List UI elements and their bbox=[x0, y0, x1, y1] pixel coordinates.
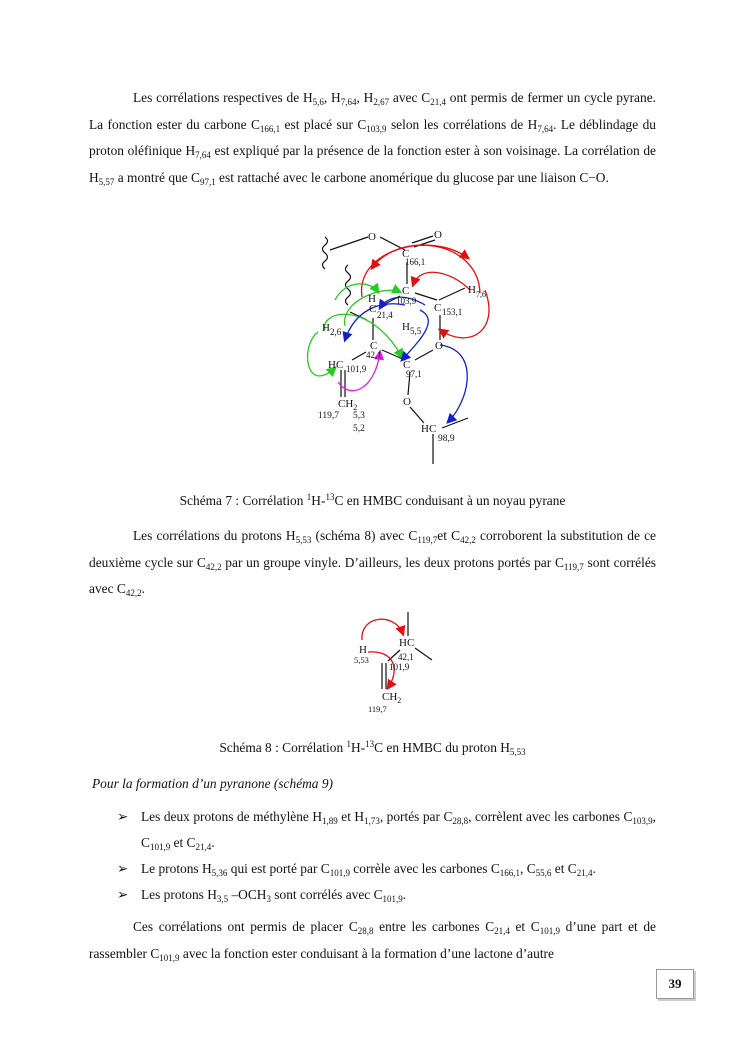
scheme-7-structure bbox=[280, 222, 520, 472]
atom-shift: 5,53 bbox=[354, 655, 369, 665]
atom-label: H bbox=[468, 284, 476, 296]
atom-label: HC bbox=[421, 423, 437, 435]
atom-label: HC bbox=[328, 359, 344, 371]
scheme-8-caption: Schéma 8 : Corrélation $^1$H-$^{13}$C en HMBC du proton $H_{5,53}$ bbox=[219, 739, 526, 757]
scheme-7-caption: Schéma 7 : Corrélation $^1$H-$^{13}$C en HMBC conduisant à un noyau pyrane bbox=[179, 492, 566, 508]
atom-label: H bbox=[359, 644, 367, 656]
arrow-bullet-icon: ➢ bbox=[117, 887, 129, 902]
atom-label: O bbox=[435, 340, 443, 352]
bond-lines bbox=[382, 612, 432, 689]
atom-label: O bbox=[403, 396, 411, 408]
atom-label: C bbox=[402, 285, 410, 297]
atom-shift: 166,1 bbox=[405, 257, 426, 267]
list-item: ➢ Le protons $H_{5,36}$ qui est porté par $C_{101,9}$ corrèle avec les carbones $C_{166,1}$, $C_{55,6}$ et $C_{21,4}$. bbox=[117, 856, 656, 882]
bullet-list bbox=[117, 804, 656, 908]
atom-label: H bbox=[322, 322, 330, 334]
hmbc-arrow-red bbox=[362, 619, 403, 640]
atom-label: $CH_2$ bbox=[338, 398, 358, 412]
paragraph-3: Ces corrélations ont permis de placer $C_{28,8}$ entre les carbones $C_{21,4}$ et $C_{101,9}$ d’une part et de rassembler $C_{101,9}$ avec la fonction ester conduisant à la formation d’une lactone d’autre bbox=[89, 919, 656, 963]
arrow-bullet-icon: ➢ bbox=[117, 809, 129, 824]
atom-label: H bbox=[402, 321, 410, 333]
paragraph-1: Les corrélations respectives de $H_{5,6}$, $H_{7,64}$, $H_{2,67}$ avec $C_{21,4}$ ont permis de fermer un cycle pyrane. La fonction ester du carbone $C_{166,1}$ est placé sur $C_{103,9}$ selon les corrélations de $H_{7,64}$. Le déblindage du proton oléfinique $H_{7,64}$ est expliqué par la présence de la fonction ester à son voisinage. La corrélation de $H_{5,57}$ a montré que $C_{97,1}$ est rattaché avec le carbone anomérique du glucose par une liaison C−O. bbox=[89, 90, 656, 187]
atom-shift: 5,2 bbox=[353, 424, 365, 434]
atom-shift: 98,9 bbox=[438, 434, 455, 444]
scheme-8-structure bbox=[345, 605, 445, 715]
atom-label: HC bbox=[399, 637, 415, 649]
atom-label: O bbox=[368, 231, 376, 243]
list-item: ➢ Les protons $H_{3,5}$ $-OCH_3$ sont corrélés avec $C_{101,9}$. bbox=[117, 882, 656, 908]
atom-shift: 5,3 bbox=[353, 411, 365, 421]
atom-label: H bbox=[368, 293, 376, 305]
hmbc-arrow-red bbox=[413, 272, 470, 290]
atom-label: C bbox=[369, 303, 377, 315]
bond-lines bbox=[323, 236, 469, 464]
atom-label: C bbox=[403, 359, 411, 371]
atom-label: C bbox=[370, 340, 378, 352]
atom-label: C bbox=[434, 302, 442, 314]
list-item: ➢ Les deux protons de méthylène $H_{1,89}$ et $H_{1,73}$, portés par $C_{28,8}$, corrèlent avec les carbones $C_{103,9}$, $C_{101,9}$ et $C_{21,4}$. bbox=[117, 804, 656, 856]
atom-shift: 153,1 bbox=[442, 307, 463, 317]
atom-label: O bbox=[434, 229, 442, 241]
atom-shift: 42,1 bbox=[366, 350, 382, 360]
paragraph-2: Les corrélations du protons $H_{5,53}$ (schéma 8) avec $C_{119,7}et$ $C_{42,2}$ corroborent la substitution de ce deuxième cycle sur $C_{42,2}$ par un groupe vinyle. D’ailleurs, les deux protons portés par $C_{119,7}$ sont corrélés avec $C_{42,2}$. bbox=[89, 528, 656, 598]
hmbc-arrow-red bbox=[362, 245, 468, 297]
atom-shift: 101,9 bbox=[346, 364, 367, 374]
atom-label: $CH_2$ bbox=[382, 691, 402, 705]
atom-shift: 101,9 bbox=[389, 662, 410, 672]
atom-label: C bbox=[402, 248, 410, 260]
hmbc-arrow-red bbox=[372, 245, 480, 293]
atom-shift: 5,5 bbox=[410, 326, 422, 336]
atom-shift: 119,7 bbox=[368, 704, 387, 714]
atom-shift: 42,1 bbox=[398, 652, 414, 662]
arrow-bullet-icon: ➢ bbox=[117, 861, 129, 876]
section-subheading: Pour la formation d’un pyranone (schéma 9) bbox=[92, 776, 333, 791]
atom-shift: 103,9 bbox=[396, 296, 417, 306]
hmbc-arrow-blue bbox=[440, 345, 467, 422]
atom-shift: 97,1 bbox=[406, 369, 422, 379]
atom-shift: 7,6 bbox=[476, 290, 486, 299]
atom-shift: 2,6 bbox=[330, 327, 342, 337]
atom-shift: 21,4 bbox=[377, 310, 393, 320]
atom-shift: 119,7 bbox=[318, 411, 340, 421]
page-number: 39 bbox=[656, 969, 694, 999]
